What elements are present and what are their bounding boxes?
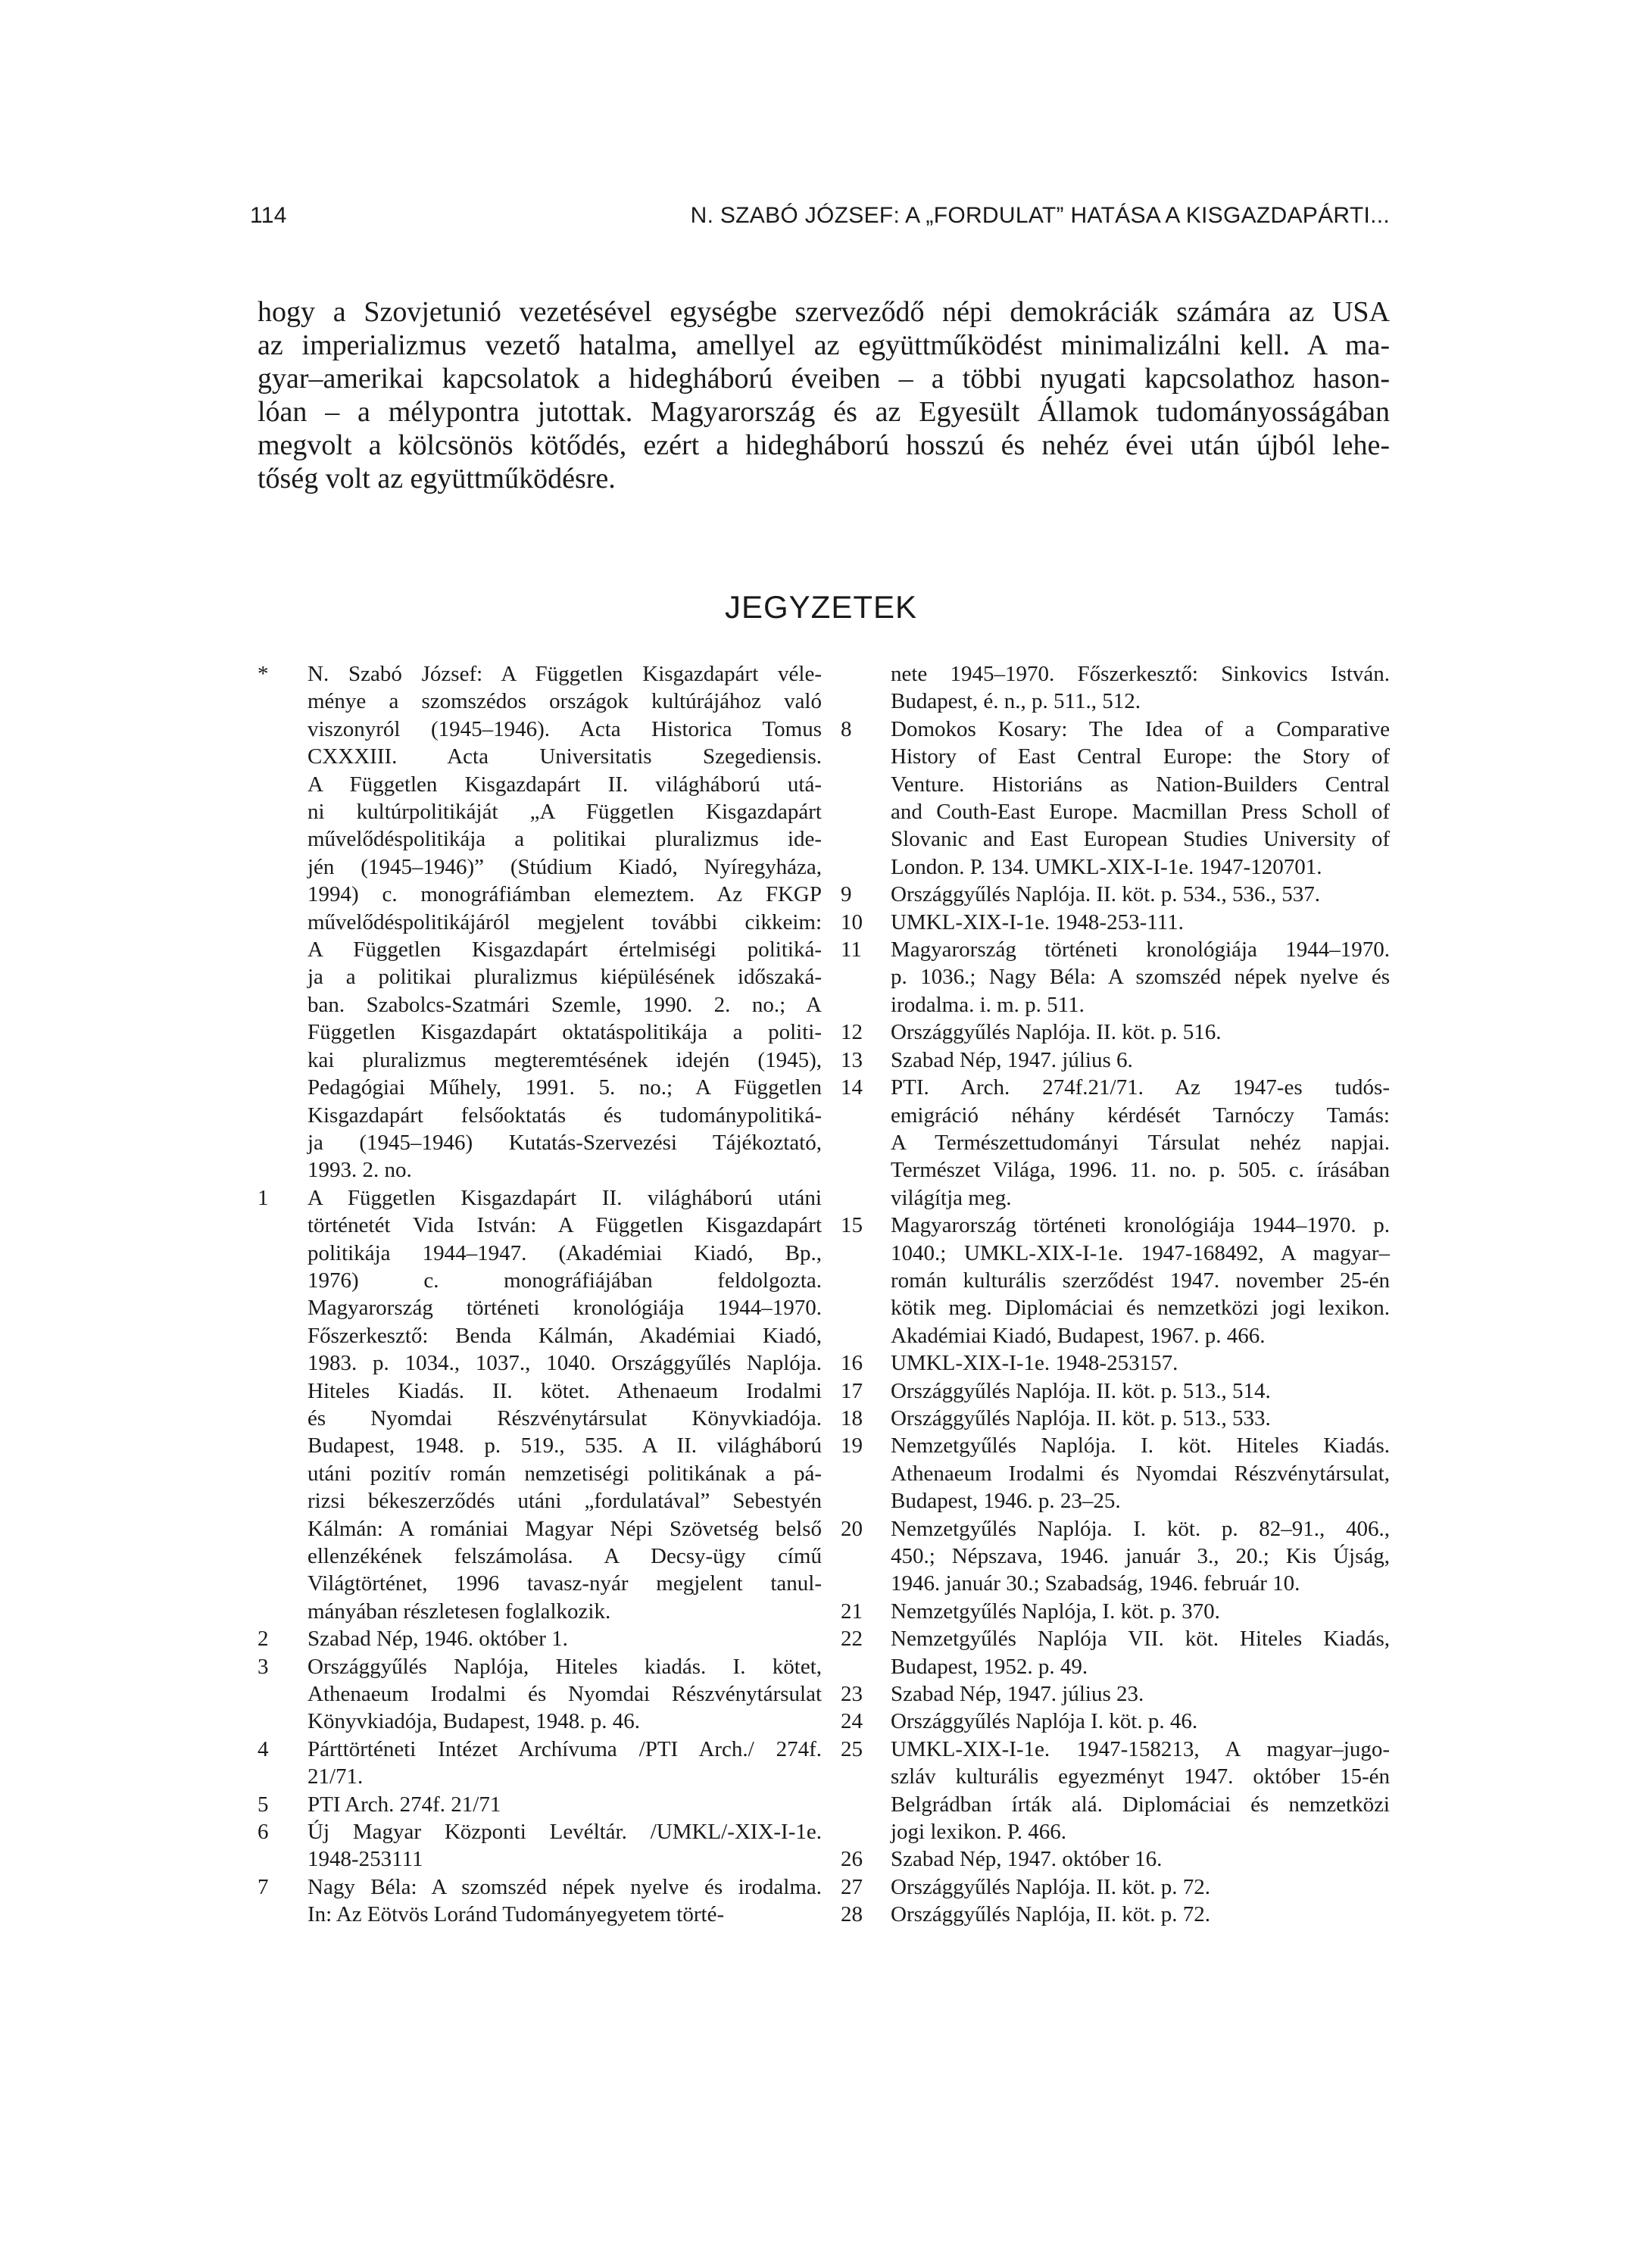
footnote bbox=[841, 1845, 1390, 1873]
footnote-line: emigráció néhány kérdését Tarnóczy Tamás: bbox=[891, 1103, 1390, 1128]
footnote-line: Nemzetgyűlés Naplója. I. köt. Hiteles Kiadás. bbox=[891, 1433, 1390, 1458]
footnote bbox=[841, 1405, 1390, 1432]
running-header bbox=[250, 203, 1390, 236]
footnote-number: 3 bbox=[258, 1654, 269, 1679]
footnote-line: Budapest, é. n., p. 511., 512. bbox=[891, 689, 1141, 714]
footnote bbox=[258, 1625, 822, 1652]
footnote-number: 27 bbox=[841, 1874, 863, 1899]
footnote-line: UMKL-XIX-I-1e. 1948-253-111. bbox=[891, 909, 1184, 934]
footnote-line: In: Az Eötvös Loránd Tudományegyetem törté- bbox=[307, 1902, 725, 1927]
footnote-number: 22 bbox=[841, 1627, 863, 1652]
footnote-line: ellenzékének felszámolása. A Decsy-ügy című bbox=[307, 1544, 822, 1568]
footnote bbox=[841, 1074, 1390, 1212]
footnote-text bbox=[891, 1405, 1390, 1432]
footnote-line: Kisgazdapárt felsőoktatás és tudománypolitiká- bbox=[307, 1103, 822, 1128]
footnote-line: Budapest, 1946. p. 23–25. bbox=[891, 1489, 1121, 1514]
footnote bbox=[841, 1736, 1390, 1846]
footnote-line: ja a politikai pluralizmus kiépülésének időszaká- bbox=[307, 965, 822, 990]
footnote-line: A Független Kisgazdapárt II. világháború utáni bbox=[307, 1185, 822, 1210]
footnote-line: Nagy Béla: A szomszéd népek nyelve és irodalma. bbox=[307, 1874, 822, 1899]
footnote-line: világítja meg. bbox=[891, 1185, 1012, 1210]
footnote bbox=[841, 1598, 1390, 1625]
footnote-number: 8 bbox=[841, 716, 852, 741]
footnote-line: ban. Szabolcs-Szatmári Szemle, 1990. 2. no.; A bbox=[307, 992, 822, 1017]
footnote-line: Könyvkiadója, Budapest, 1948. p. 46. bbox=[307, 1709, 640, 1734]
footnote-text bbox=[891, 1349, 1390, 1377]
footnote-number: 13 bbox=[841, 1047, 863, 1072]
footnote-line: irodalma. i. m. p. 511. bbox=[891, 992, 1085, 1017]
footnote-line: Venture. Historiáns as Nation-Builders Central bbox=[891, 772, 1390, 797]
footnote-text bbox=[307, 1184, 822, 1626]
footnote bbox=[841, 881, 1390, 908]
footnote bbox=[841, 1625, 1390, 1680]
footnote-line: 1983. p. 1034., 1037., 1040. Országgyűlés Naplója. bbox=[307, 1351, 822, 1376]
footnote bbox=[841, 716, 1390, 881]
footnote-number: 15 bbox=[841, 1213, 863, 1238]
footnote-text bbox=[891, 881, 1390, 908]
footnote bbox=[841, 1212, 1390, 1349]
footnote-line: Országgyűlés Naplója, Hiteles kiadás. I. kötet, bbox=[307, 1654, 822, 1679]
footnote-line: Slovanic and East European Studies University of bbox=[891, 827, 1390, 852]
footnote-text bbox=[891, 936, 1390, 1019]
footnote bbox=[841, 1708, 1390, 1735]
footnote bbox=[841, 660, 1390, 716]
footnote-text bbox=[891, 1625, 1390, 1680]
footnote bbox=[258, 1818, 822, 1873]
footnote-line: 450.; Népszava, 1946. január 3., 20.; Kis Újság, bbox=[891, 1544, 1390, 1568]
footnote-text bbox=[891, 1901, 1390, 1928]
footnote bbox=[258, 660, 822, 1184]
footnote-number: 26 bbox=[841, 1847, 863, 1872]
footnote-line: Hiteles Kiadás. II. kötet. Athenaeum Irodalmi bbox=[307, 1378, 822, 1403]
footnote-line: Belgrádban írták alá. Diplomáciai és nemzetközi bbox=[891, 1792, 1390, 1817]
footnote-line: Budapest, 1948. p. 519., 535. A II. világháború bbox=[307, 1433, 822, 1458]
footnote-line: viszonyról (1945–1946). Acta Historica Tomus bbox=[307, 716, 822, 741]
footnote-line: A Független Kisgazdapárt II. világháború utá- bbox=[307, 772, 822, 797]
footnote-number: 28 bbox=[841, 1902, 863, 1927]
footnote-line: PTI. Arch. 274f.21/71. Az 1947-es tudós- bbox=[891, 1075, 1390, 1100]
footnote-line: Szabad Nép, 1947. július 6. bbox=[891, 1047, 1133, 1072]
footnote-line: mányában részletesen foglalkozik. bbox=[307, 1599, 611, 1624]
footnote-line: ja (1945–1946) Kutatás-Szervezési Tájékoztató, bbox=[307, 1130, 822, 1155]
footnote-line: szláv kulturális egyezményt 1947. október 15-én bbox=[891, 1764, 1390, 1789]
body-line: hogy a Szovjetunió vezetésével egységbe szerveződő népi demokráciák számára az USA bbox=[258, 296, 1390, 328]
footnote-text bbox=[891, 1873, 1390, 1901]
footnote-number: 17 bbox=[841, 1378, 863, 1403]
footnote-line: CXXXIII. Acta Universitatis Szegediensis. bbox=[307, 744, 822, 769]
body-paragraph bbox=[258, 295, 1390, 495]
footnote-line: Kálmán: A romániai Magyar Népi Szövetség belső bbox=[307, 1516, 822, 1541]
footnote-line: A Független Kisgazdapárt értelmiségi politiká- bbox=[307, 937, 822, 962]
footnote-line: rizsi békeszerződés utáni „fordulatával” Sebestyén bbox=[307, 1489, 822, 1514]
footnote-line: Szabad Nép, 1947. október 16. bbox=[891, 1847, 1163, 1872]
footnote-line: Akadémiai Kiadó, Budapest, 1967. p. 466. bbox=[891, 1323, 1266, 1348]
footnote-line: and Couth-East Europe. Macmillan Press Scholl of bbox=[891, 800, 1390, 825]
footnote-text bbox=[891, 1074, 1390, 1212]
footnote-text bbox=[307, 1736, 822, 1791]
footnote-number: 21 bbox=[841, 1599, 863, 1624]
footnote-line: jén (1945–1946)” (Stúdium Kiadó, Nyíregyháza, bbox=[307, 854, 822, 879]
footnote-line: Világtörténet, 1996 tavasz-nyár megjelent tanul- bbox=[307, 1571, 822, 1596]
footnote bbox=[841, 1377, 1390, 1405]
footnote-line: History of East Central Europe: the Story of bbox=[891, 744, 1390, 769]
footnote-line: Szabad Nép, 1947. július 23. bbox=[891, 1682, 1144, 1707]
footnote bbox=[841, 1349, 1390, 1377]
footnote bbox=[258, 1184, 822, 1626]
footnote-line: Magyarország történeti kronológiája 1944–1970. bbox=[891, 937, 1390, 962]
footnote-line: Párttörténeti Intézet Archívuma /PTI Arch./ 274f. bbox=[307, 1736, 822, 1761]
footnote-text bbox=[307, 660, 822, 1184]
footnote-line: Athenaeum Irodalmi és Nyomdai Részvénytársulat bbox=[307, 1682, 822, 1707]
page-number: 114 bbox=[250, 203, 287, 228]
footnote-line: 1946. január 30.; Szabadság, 1946. február 10. bbox=[891, 1571, 1300, 1596]
footnote-line: 1976) c. monográfiájában feldolgozta. bbox=[307, 1268, 822, 1293]
footnote-number: 12 bbox=[841, 1020, 863, 1045]
footnote-line: Országgyűlés Naplója, II. köt. p. 72. bbox=[891, 1902, 1211, 1927]
footnote bbox=[258, 1736, 822, 1791]
footnote-number: 24 bbox=[841, 1709, 863, 1734]
footnote-line: Természet Világa, 1996. 11. no. p. 505. c. írásában bbox=[891, 1158, 1390, 1183]
footnote bbox=[841, 909, 1390, 936]
footnote-text bbox=[891, 1736, 1390, 1846]
footnote-line: Domokos Kosary: The Idea of a Comparative bbox=[891, 716, 1390, 741]
footnote bbox=[258, 1653, 822, 1736]
footnote-line: A Természettudományi Társulat nehéz napjai. bbox=[891, 1130, 1390, 1155]
footnote-line: ni kultúrpolitikáját „A Független Kisgazdapárt bbox=[307, 800, 822, 825]
footnote-number: 9 bbox=[841, 882, 852, 907]
footnote-line: 21/71. bbox=[307, 1764, 364, 1789]
footnote-line: Országgyűlés Naplója. II. köt. p. 513., 514. bbox=[891, 1378, 1271, 1403]
footnote-line: román kulturális szerződést 1947. november 25-én bbox=[891, 1268, 1390, 1293]
footnote-line: és Nyomdai Részvénytársulat Könyvkiadója. bbox=[307, 1405, 822, 1430]
footnote-line: kai pluralizmus megteremtésének idején (1945), bbox=[307, 1047, 822, 1072]
footnote-line: jogi lexikon. P. 466. bbox=[891, 1820, 1067, 1845]
footnote bbox=[841, 1432, 1390, 1515]
footnote bbox=[841, 1047, 1390, 1074]
body-line: megvolt a kölcsönös kötődés, ezért a hidegháború hosszú és nehéz évei után újból lehe- bbox=[258, 429, 1390, 461]
footnote-text bbox=[891, 1598, 1390, 1625]
footnote-line: Országgyűlés Naplója. II. köt. p. 513., 533. bbox=[891, 1405, 1271, 1430]
footnote bbox=[258, 1873, 822, 1929]
footnote-line: Nemzetgyűlés Naplója VII. köt. Hiteles Kiadás, bbox=[891, 1627, 1390, 1652]
footnote-line: 1948-253111 bbox=[307, 1847, 423, 1872]
body-line: lóan – a mélypontra jutottak. Magyarország és az Egyesült Államok tudományosságában bbox=[258, 396, 1390, 428]
footnote-line: Nemzetgyűlés Naplója, I. köt. p. 370. bbox=[891, 1599, 1220, 1624]
footnote-line: utáni pozitív román nemzetiségi politikának a pá- bbox=[307, 1461, 822, 1486]
footnote-number: 23 bbox=[841, 1682, 863, 1707]
footnote-number: 6 bbox=[258, 1820, 269, 1845]
footnote-line: p. 1036.; Nagy Béla: A szomszéd népek nyelve és bbox=[891, 965, 1390, 990]
footnote-line: Független Kisgazdapárt oktatáspolitikája a politi- bbox=[307, 1020, 822, 1045]
footnote-line: Budapest, 1952. p. 49. bbox=[891, 1654, 1088, 1679]
footnote-text bbox=[307, 1625, 822, 1652]
footnote-line: 1994) c. monográfiámban elemeztem. Az FKGP bbox=[307, 882, 822, 907]
footnote-line: Pedagógiai Műhely, 1991. 5. no.; A Független bbox=[307, 1075, 822, 1100]
footnote bbox=[841, 1901, 1390, 1928]
footnote-line: Szabad Nép, 1946. október 1. bbox=[307, 1627, 568, 1652]
footnote-text bbox=[307, 1653, 822, 1736]
footnote-line: Nemzetgyűlés Naplója. I. köt. p. 82–91., 406., bbox=[891, 1516, 1390, 1541]
footnote-line: kötik meg. Diplomáciai és nemzetközi jogi lexikon. bbox=[891, 1296, 1390, 1321]
running-title: N. SZABÓ JÓZSEF: A „FORDULAT” HATÁSA A KISGAZDAPÁRTI... bbox=[690, 203, 1390, 228]
footnote-number: 2 bbox=[258, 1627, 269, 1652]
body-line: gyar–amerikai kapcsolatok a hidegháború éveiben – a többi nyugati kapcsolathoz hason- bbox=[258, 363, 1390, 395]
footnote bbox=[841, 1019, 1390, 1046]
footnote-text bbox=[891, 1680, 1390, 1708]
footnote-number: 1 bbox=[258, 1185, 269, 1210]
footnote-line: Magyarország történeti kronológiája 1944–1970. p. bbox=[891, 1213, 1390, 1238]
footnote bbox=[841, 936, 1390, 1019]
footnote-text bbox=[891, 1212, 1390, 1349]
footnote-line: történetét Vida István: A Független Kisgazdapárt bbox=[307, 1213, 822, 1238]
footnote-line: London. P. 134. UMKL-XIX-I-1e. 1947-120701. bbox=[891, 854, 1322, 879]
footnote-line: Országgyűlés Naplója. II. köt. p. 516. bbox=[891, 1020, 1222, 1045]
footnote-line: Új Magyar Központi Levéltár. /UMKL/-XIX-I-1e. bbox=[307, 1820, 822, 1845]
footnote-line: Országgyűlés Naplója. II. köt. p. 72. bbox=[891, 1874, 1211, 1899]
footnote bbox=[258, 1791, 822, 1818]
footnote-number: 11 bbox=[841, 937, 862, 962]
footnote-line: Országgyűlés Naplója I. köt. p. 46. bbox=[891, 1709, 1198, 1734]
footnote-number: * bbox=[258, 662, 269, 686]
footnote-line: művelődéspolitikája a politikai pluralizmus ide- bbox=[307, 827, 822, 852]
footnote-text bbox=[891, 1047, 1390, 1074]
footnote-line: UMKL-XIX-I-1e. 1948-253157. bbox=[891, 1351, 1178, 1376]
footnote-text bbox=[891, 1019, 1390, 1046]
footnote-number: 10 bbox=[841, 909, 863, 934]
body-line: az imperializmus vezető hatalma, amellyel az együttműködést minimalizálni kell. A ma- bbox=[258, 329, 1390, 361]
footnote-number: 4 bbox=[258, 1736, 269, 1761]
footnote-line: politikája 1944–1947. (Akadémiai Kiadó, Bp., bbox=[307, 1240, 822, 1265]
footnote-line: 1040.; UMKL-XIX-I-1e. 1947-168492, A magyar– bbox=[891, 1240, 1390, 1265]
footnote-text bbox=[891, 909, 1390, 936]
footnote-line: PTI Arch. 274f. 21/71 bbox=[307, 1792, 501, 1817]
footnote-text bbox=[307, 1818, 822, 1873]
footnote-text bbox=[891, 1432, 1390, 1515]
footnote-number: 5 bbox=[258, 1792, 269, 1817]
footnote-number: 20 bbox=[841, 1516, 863, 1541]
footnote-text bbox=[891, 660, 1390, 716]
footnote bbox=[841, 1680, 1390, 1708]
footnote-number: 19 bbox=[841, 1433, 863, 1458]
body-line: tőség volt az együttműködésre. bbox=[258, 463, 616, 494]
footnote-text bbox=[891, 1845, 1390, 1873]
footnote-text bbox=[307, 1791, 822, 1818]
footnote-line: UMKL-XIX-I-1e. 1947-158213, A magyar–jugo- bbox=[891, 1736, 1390, 1761]
section-title: JEGYZETEK bbox=[724, 589, 918, 625]
footnote-number: 16 bbox=[841, 1351, 863, 1376]
footnote-text bbox=[891, 1708, 1390, 1735]
footnote bbox=[841, 1873, 1390, 1901]
footnote bbox=[841, 1515, 1390, 1598]
footnote-text bbox=[891, 716, 1390, 881]
footnote-line: 1993. 2. no. bbox=[307, 1158, 412, 1183]
footnote-line: Főszerkesztő: Benda Kálmán, Akadémiai Kiadó, bbox=[307, 1323, 822, 1348]
footnote-number: 25 bbox=[841, 1736, 863, 1761]
footnote-number: 7 bbox=[258, 1874, 269, 1899]
footnote-number: 18 bbox=[841, 1405, 863, 1430]
footnote-number: 14 bbox=[841, 1075, 863, 1100]
footnote-text bbox=[891, 1377, 1390, 1405]
footnote-line: ménye a szomszédos országok kultúrájához való bbox=[307, 689, 822, 714]
footnote-line: N. Szabó József: A Független Kisgazdapárt véle- bbox=[307, 662, 822, 686]
footnote-line: Országgyűlés Naplója. II. köt. p. 534., 536., 537. bbox=[891, 882, 1321, 907]
footnote-line: nete 1945–1970. Főszerkesztő: Sinkovics István. bbox=[891, 662, 1390, 686]
footnote-text bbox=[307, 1873, 822, 1929]
footnote-line: Magyarország történeti kronológiája 1944–1970. bbox=[307, 1296, 822, 1321]
footnote-text bbox=[891, 1515, 1390, 1598]
notes-column-right bbox=[841, 660, 1390, 1929]
footnote-line: művelődéspolitikájáról megjelent további cikkeim: bbox=[307, 909, 822, 934]
notes-column-left bbox=[258, 660, 822, 1929]
footnote-line: Athenaeum Irodalmi és Nyomdai Részvénytársulat, bbox=[891, 1461, 1390, 1486]
